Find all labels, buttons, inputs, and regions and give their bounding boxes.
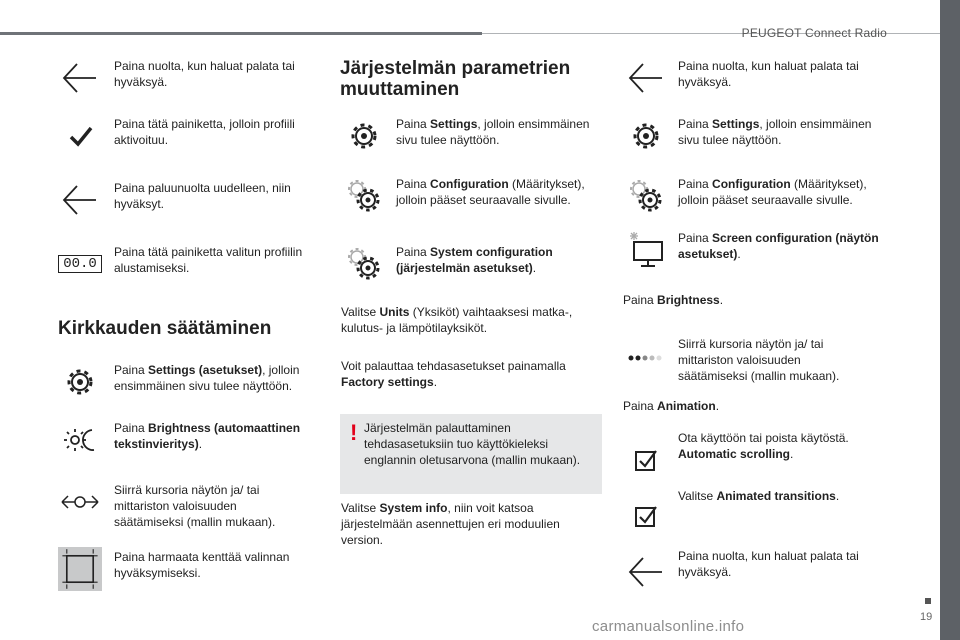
warning-box	[340, 414, 602, 494]
list-item: Paina Settings, jolloin ensimmäinen sivu tulee näyttöön.	[340, 116, 601, 156]
list-item: Ota käyttöön tai poista käytöstä. Automatic scrolling.	[622, 430, 878, 480]
brightness-paragraph: Paina Brightness.	[623, 293, 724, 307]
list-item: Siirrä kursoria näytön ja/ tai mittariston valoisuuden säätämiseksi (mallin mukaan).	[622, 336, 858, 384]
list-item: Paina nuolta, kun haluat palata tai hyväksyä.	[56, 58, 314, 98]
list-item: Paina nuolta, kun haluat palata tai hyväksyä.	[622, 58, 878, 98]
animation-paragraph: Paina Animation.	[623, 399, 720, 413]
arrow-left-icon	[622, 58, 670, 98]
section-title-system: Järjestelmän parametrien muuttaminen	[340, 58, 571, 100]
section-title-brightness: Kirkkauden säätäminen	[58, 318, 272, 339]
page-header: PEUGEOT Connect Radio	[741, 26, 887, 40]
reset-value-label: 00.0	[58, 255, 102, 273]
arrow-left-icon	[56, 58, 104, 98]
sidebar-tab	[940, 0, 960, 640]
configuration-gears-icon	[340, 244, 388, 284]
reset-value-icon	[56, 244, 104, 284]
configuration-gears-icon	[622, 176, 670, 216]
list-item: Valitse Animated transitions.	[622, 488, 878, 536]
dots-slider-icon	[622, 338, 670, 378]
list-item: Paina Settings (asetukset), jolloin ensimmäinen sivu tulee näyttöön.	[56, 362, 314, 402]
arrow-left-icon	[622, 552, 670, 592]
checkmark-icon	[56, 116, 104, 156]
warning-text: Järjestelmän palauttaminen tehdasasetuksiin tuo käyttökieleksi englannin oletusarvona (mallin mukaan).	[364, 421, 581, 467]
screen-configuration-icon	[622, 230, 670, 270]
list-item: Paina Screen configuration (näytön asetukset).	[622, 230, 883, 270]
factory-paragraph: Voit palauttaa tehdasasetukset painamalla Factory settings.	[341, 359, 566, 389]
list-item: Paina paluunuolta uudelleen, niin hyväksyt.	[56, 180, 314, 220]
brightness-auto-icon	[56, 420, 104, 460]
list-item: Paina Configuration (Määritykset), jolloin pääset seuraavalle sivulle.	[622, 176, 883, 216]
list-item: Paina System configuration (järjestelmän asetukset).	[340, 244, 601, 284]
page-number: 19	[920, 611, 933, 623]
sysinfo-paragraph: Valitse System info, niin voit katsoa järjestelmään asennettujen eri moduulien version.	[341, 501, 560, 547]
grey-field-icon	[56, 549, 104, 589]
header-bar	[0, 32, 482, 35]
units-paragraph: Valitse Units (Yksiköt) vaihtaaksesi matka-, kulutus- ja lämpötilayksiköt.	[341, 305, 573, 335]
gear-icon	[340, 116, 388, 156]
configuration-gears-icon	[340, 176, 388, 216]
gear-icon	[56, 362, 104, 402]
warning-icon: !	[350, 420, 358, 445]
arrow-left-icon	[56, 180, 104, 220]
list-item: Paina Configuration (Määritykset), jolloin pääset seuraavalle sivulle.	[340, 176, 601, 216]
list-item: Paina Settings, jolloin ensimmäinen sivu tulee näyttöön.	[622, 116, 883, 156]
gear-icon	[622, 116, 670, 156]
page-marker	[925, 598, 931, 604]
list-item: Paina tätä painiketta, jolloin profiili aktivoituu.	[56, 116, 314, 156]
watermark: carmanualsonline.info	[592, 618, 745, 635]
list-item: Paina Brightness (automaattinen tekstinvieritys).	[56, 420, 314, 460]
list-item: Siirrä kursoria näytön ja/ tai mittariston valoisuuden säätämiseksi (mallin mukaan).	[56, 482, 304, 530]
checkbox-icon	[622, 440, 670, 480]
list-item: Paina harmaata kenttää valinnan hyväksymiseksi.	[56, 549, 314, 589]
list-item: 00.0 Paina tätä painiketta valitun profiilin alustamiseksi.	[56, 244, 314, 284]
cursor-slider-icon	[56, 482, 104, 522]
checkbox-icon	[622, 496, 670, 536]
list-item: Paina nuolta, kun haluat palata tai hyväksyä.	[622, 548, 878, 592]
